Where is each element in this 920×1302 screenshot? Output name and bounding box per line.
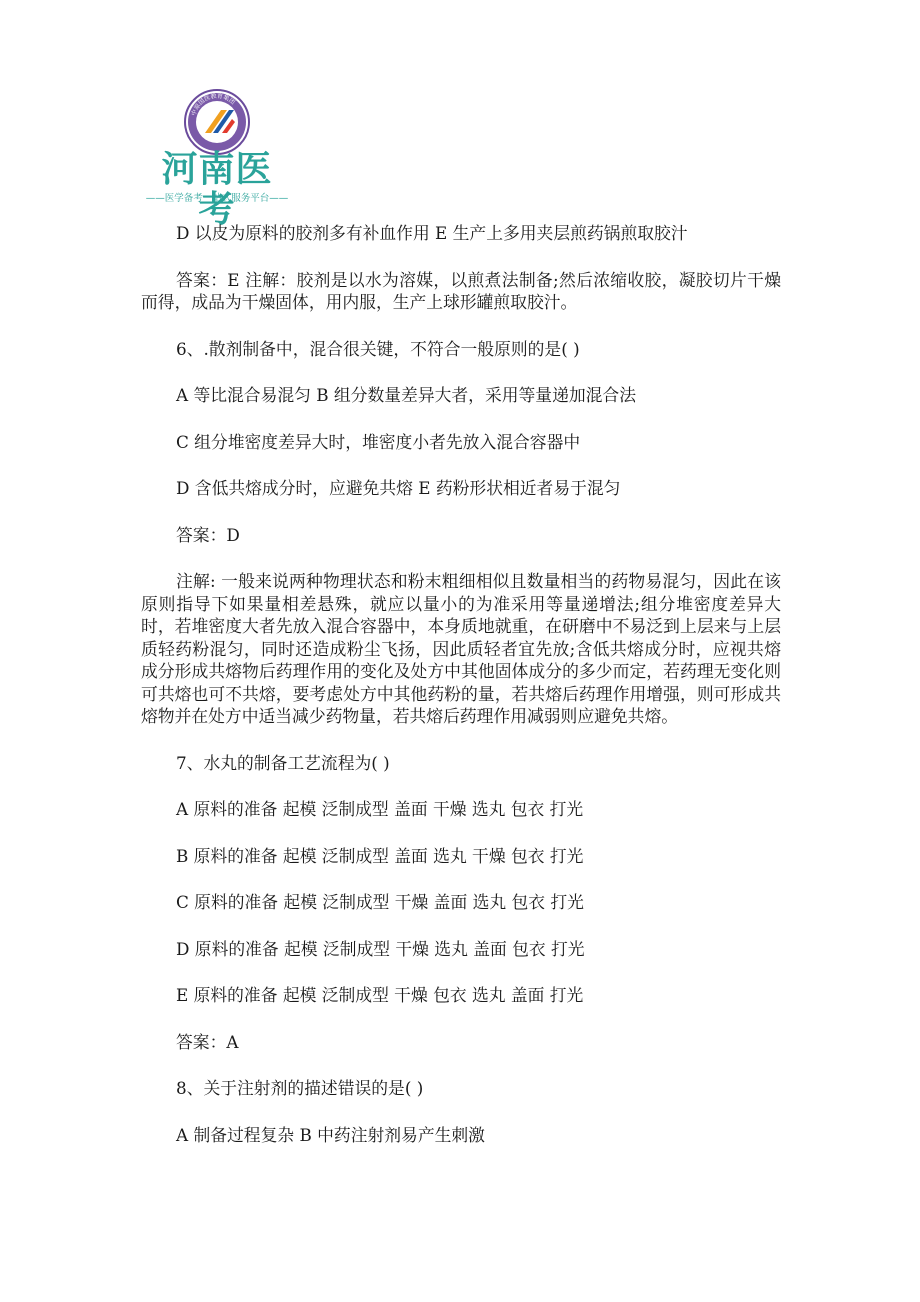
brand-name: 河南医考 [161,149,273,230]
answer-note: 答案：E 注解：胶剂是以水为溶媒，以煎煮法制备;然后浓缩收胶，凝胶切片干燥而得，成品为干燥固体，用内服，生产上球形罐煎取胶汁。 [141,269,781,312]
option-line: C 组分堆密度差异大时，堆密度小者先放入混合容器中 [176,431,581,452]
question-7: 7、水丸的制备工艺流程为( ) [176,752,390,773]
question-8: 8、关于注射剂的描述错误的是( ) [176,1078,424,1098]
option-line: C 原料的准备 起模 泛制成型 干燥 盖面 选丸 包衣 打光 [176,892,584,912]
document-body [141,222,781,1146]
explanation-paragraph: 注解: 一般来说两种物理状态和粉末粗细相似且数量相当的药物易混匀，因此在该原则指导下如果量相差悬殊，就应以量小的为准采用等量递增法;组分堆密度差异大时，若堆密度大者先放入混合容器中，本身质地就重，在研磨中不易泛到上层来与上层质轻药粉混匀，同时还造成粉尘飞扬，因此质轻者宜先放;含低共熔成分时，应视共熔成分形成共熔物后药理作用的变化及处方中其他固体成分的多少而定，若药理无变化则可共熔也可不共熔，要考虑处方中其他药粉的量，若共熔后药理作用增强，则可形成共熔物并在处方中适当减少药物量，若共熔后药理作用减弱则应避免共熔。 [141,571,781,726]
option-line: A 制备过程复杂 B 中药注射剂易产生刺激 [176,1124,485,1145]
answer-line: 答案：A [176,1031,239,1052]
option-line: D 原料的准备 起模 泛制成型 干燥 选丸 盖面 包衣 打光 [176,938,585,959]
option-line: E 原料的准备 起模 泛制成型 干燥 包衣 选丸 盖面 打光 [176,985,584,1005]
option-line: A 原料的准备 起模 泛制成型 盖面 干燥 选丸 包衣 打光 [176,799,584,819]
brand-subtitle: ——医学备考一站式服务平台—— [145,193,289,204]
logo-ring-text: 中原国医教育集团 [190,92,237,117]
answer-line: 答案：D [176,524,240,545]
option-line: A 等比混合易混匀 B 组分数量差异大者，采用等量递加混合法 [176,385,636,405]
option-line: D 含低共熔成分时，应避免共熔 E 药粉形状相近者易于混匀 [176,478,621,498]
logo-emblem-icon [137,86,297,156]
question-6: 6、.散剂制备中，混合很关键，不符合一般原则的是( ) [176,338,580,359]
option-line: B 原料的准备 起模 泛制成型 盖面 选丸 干燥 包衣 打光 [176,845,584,866]
option-line-d-e: D 以皮为原料的胶剂多有补血作用 E 生产上多用夹层煎药锅煎取胶汁 [176,223,688,243]
